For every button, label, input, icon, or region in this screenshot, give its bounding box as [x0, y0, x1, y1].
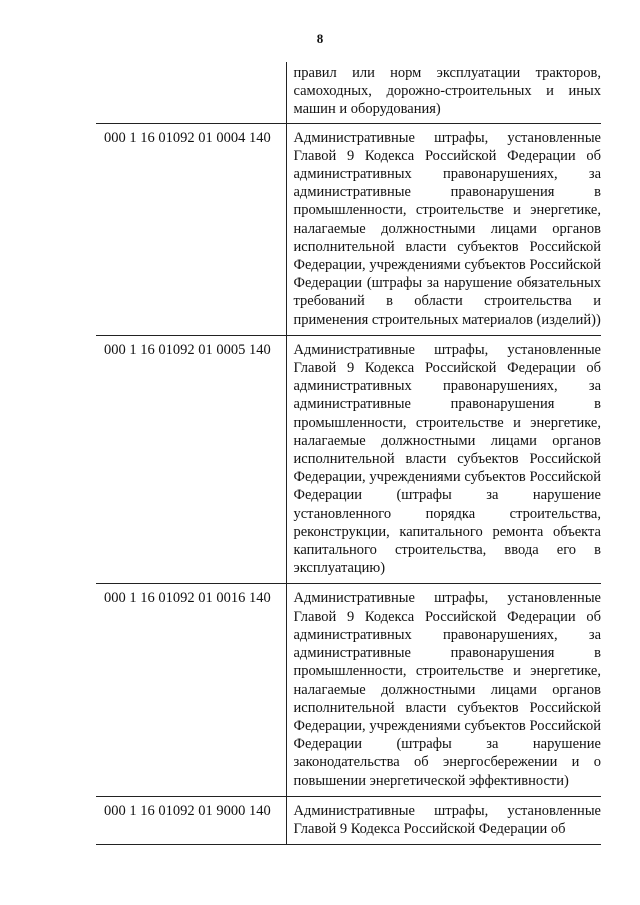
- table-row: [96, 584, 601, 796]
- table-row: [96, 335, 601, 584]
- table-row: [96, 62, 601, 123]
- row-code: 000 1 16 01092 01 0004 140: [96, 123, 286, 335]
- table-row: [96, 123, 601, 335]
- budget-code-table: [96, 62, 601, 845]
- row-description: Административные штрафы, установленные Главой 9 Кодекса Российской Федерации об административных правонарушениях, за административные правонарушения в промышленности, строительстве и энергетике, налагаемые должностными лицами органов исполнительной власти субъектов Российской Федерации, учреждениями субъектов Российской Федерации (штрафы за нарушение установленного порядка строительства, реконструкции, капитального ремонта объекта капитального строительства, ввода его в эксплуатацию): [286, 335, 601, 584]
- row-code: 000 1 16 01092 01 0016 140: [96, 584, 286, 796]
- row-code: 000 1 16 01092 01 9000 140: [96, 796, 286, 844]
- row-code: [96, 62, 286, 123]
- page-number: 8: [316, 31, 324, 46]
- row-description: Административные штрафы, установленные Главой 9 Кодекса Российской Федерации об административных правонарушениях, за административные правонарушения в промышленности, строительстве и энергетике, налагаемые должностными лицами органов исполнительной власти субъектов Российской Федерации, учреждениями субъектов Российской Федерации (штрафы за нарушение обязательных требований в области строительства и применения строительных материалов (изделий)): [286, 123, 601, 335]
- row-description: Административные штрафы, установленные Главой 9 Кодекса Российской Федерации об административных правонарушениях, за административные правонарушения в промышленности, строительстве и энергетике, налагаемые должностными лицами органов исполнительной власти субъектов Российской Федерации, учреждениями субъектов Российской Федерации (штрафы за нарушение законодательства об энергосбережении и о повышении энергетической эффективности): [286, 584, 601, 796]
- table-row: [96, 796, 601, 844]
- row-description: правил или норм эксплуатации тракторов, самоходных, дорожно-строительных и иных машин и оборудования): [286, 62, 601, 123]
- row-code: 000 1 16 01092 01 0005 140: [96, 335, 286, 584]
- row-description: Административные штрафы, установленные Главой 9 Кодекса Российской Федерации об: [286, 796, 601, 844]
